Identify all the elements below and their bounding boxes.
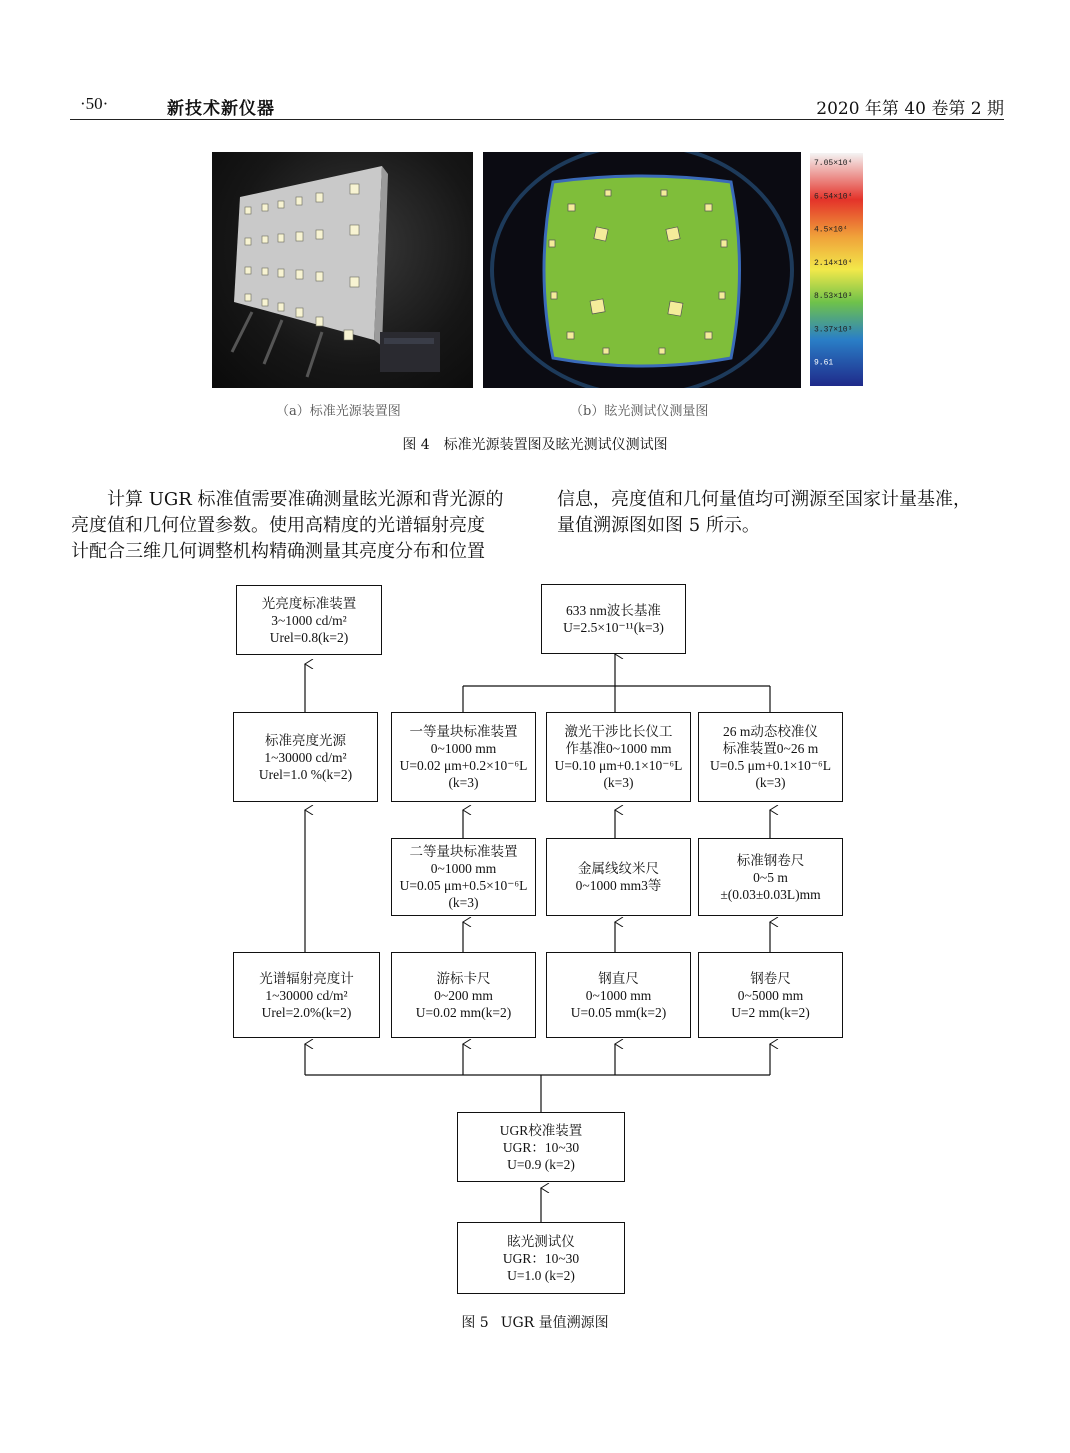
figure5-caption <box>0 1312 1070 1332</box>
box-line: U=1.0 (k=2) <box>507 1267 575 1283</box>
box-26m-dynamic-calibrator <box>698 712 843 802</box>
box-line: 眩光测试仪 <box>507 1233 575 1249</box>
box-line: U=0.5 μm+0.1×10⁻⁶L <box>709 758 832 773</box>
box-laser-interferometer <box>546 712 691 802</box>
box-line: 作基准0~1000 mm <box>565 741 672 756</box>
box-line: 游标卡尺 <box>436 970 491 986</box>
box-standard-steel-tape <box>698 838 843 916</box>
scale-label: 9.61 <box>814 358 834 368</box>
figure5-caption-text: UGR 量值溯源图 <box>500 1315 609 1331</box>
box-line: 0~1000 mm <box>430 861 497 876</box>
box-grade2-gauge-block-device <box>391 838 536 916</box>
page-number: ·50· <box>80 94 109 113</box>
scale-label: 3.37×10³ <box>814 325 853 335</box>
box-line: (k=3) <box>755 775 786 790</box>
box-ugr-calibration-device <box>457 1112 625 1182</box>
issue-info: 2020 年第 40 卷第 2 期 <box>816 99 1004 119</box>
text-line: 计算 UGR 标准值需要准确测量眩光源和背光源的 <box>107 489 504 510</box>
text-line: 亮度值和几何位置参数。使用高精度的光谱辐射亮度 <box>71 515 485 536</box>
box-line: 633 nm波长基准 <box>566 603 661 618</box>
box-line: Urel=2.0%(k=2) <box>261 1004 352 1020</box>
figure5-number: 图 5 <box>461 1315 489 1331</box>
box-line: 0~5 m <box>753 869 788 885</box>
box-line: 0~1000 mm3等 <box>575 878 662 893</box>
box-line: 钢卷尺 <box>750 970 791 986</box>
box-line: (k=3) <box>448 895 479 910</box>
text-line: 信息，亮度值和几何量值均可溯源至国家计量基准， <box>557 489 971 510</box>
box-vernier-caliper <box>391 952 536 1038</box>
box-line: U=0.02 μm+0.2×10⁻⁶L <box>399 758 528 773</box>
box-line: U=0.05 μm+0.5×10⁻⁶L <box>399 878 528 893</box>
box-luminance-standard-device <box>236 585 382 655</box>
scale-label: 2.14×10⁴ <box>814 258 853 268</box>
box-spectroradiometer <box>233 952 380 1038</box>
box-line: U=0.05 mm(k=2) <box>570 1004 667 1020</box>
box-line: U=0.02 mm(k=2) <box>415 1004 512 1020</box>
figure4-sub-caption-a: （a）标准光源装置图 <box>276 404 401 419</box>
figure4-sub-caption-b: （b）眩光测试仪测量图 <box>570 404 709 419</box>
box-line: 3~1000 cd/m² <box>271 612 347 628</box>
box-standard-luminance-source <box>233 712 378 802</box>
box-line: Urel=0.8(k=2) <box>269 629 349 645</box>
box-line: 标准亮度光源 <box>265 732 346 748</box>
box-line: U=0.9 (k=2) <box>507 1156 575 1172</box>
box-line: 光亮度标准装置 <box>261 595 357 611</box>
text-line: 计配合三维几何调整机构精确测量其亮度分布和位置 <box>71 541 485 562</box>
box-633nm-wavelength-reference <box>541 584 686 654</box>
box-line: 标准钢卷尺 <box>736 852 805 868</box>
scale-label: 7.05×10⁴ <box>814 159 853 168</box>
box-glare-tester <box>457 1222 625 1294</box>
figure4-caption-text: 标准光源装置图及眩光测试仪测试图 <box>443 437 668 453</box>
figure4-number: 图 4 <box>402 437 430 453</box>
scale-label: 4.5×10⁴ <box>814 225 848 235</box>
box-line: 0~1000 mm <box>585 987 652 1003</box>
box-line: 0~5000 mm <box>737 987 804 1003</box>
box-line: 标准装置0~26 m <box>722 741 819 756</box>
box-grade1-gauge-block-device <box>391 712 536 802</box>
journal-title: 新技术新仪器 <box>167 99 275 119</box>
box-line: 0~1000 mm <box>430 741 497 756</box>
box-line: (k=3) <box>448 775 479 790</box>
box-line: (k=3) <box>603 775 634 790</box>
box-line: U=0.10 μm+0.1×10⁻⁶L <box>554 758 683 773</box>
box-line: 激光干涉比长仪工 <box>564 724 673 739</box>
box-line: 0~200 mm <box>434 987 493 1003</box>
box-steel-rule <box>546 952 691 1038</box>
box-line: UGR校准装置 <box>499 1122 583 1138</box>
box-line: U=2.5×10⁻¹¹(k=3) <box>563 620 664 635</box>
box-metal-line-scale <box>546 838 691 916</box>
box-line: 1~30000 cd/m² <box>265 987 348 1003</box>
scale-label: 6.54×10⁴ <box>814 192 853 202</box>
box-line: 金属线纹米尺 <box>578 861 659 876</box>
box-line: 26 m动态校准仪 <box>723 724 818 739</box>
box-line: ±(0.03±0.03L)mm <box>720 886 821 902</box>
box-line: U=2 mm(k=2) <box>731 1004 810 1020</box>
box-line: 一等量块标准装置 <box>409 724 518 739</box>
box-line: 二等量块标准装置 <box>409 844 518 859</box>
box-line: UGR：10~30 <box>502 1139 580 1155</box>
scale-label: 8.53×10³ <box>814 292 853 302</box>
box-steel-tape <box>698 952 843 1038</box>
box-line: 光谱辐射亮度计 <box>259 970 354 986</box>
box-line: 钢直尺 <box>598 970 639 986</box>
text-line: 量值溯源图如图 5 所示。 <box>557 515 760 536</box>
box-line: 1~30000 cd/m² <box>264 749 347 765</box>
box-line: Urel=1.0 %(k=2) <box>258 766 353 782</box>
box-line: UGR：10~30 <box>502 1250 580 1266</box>
